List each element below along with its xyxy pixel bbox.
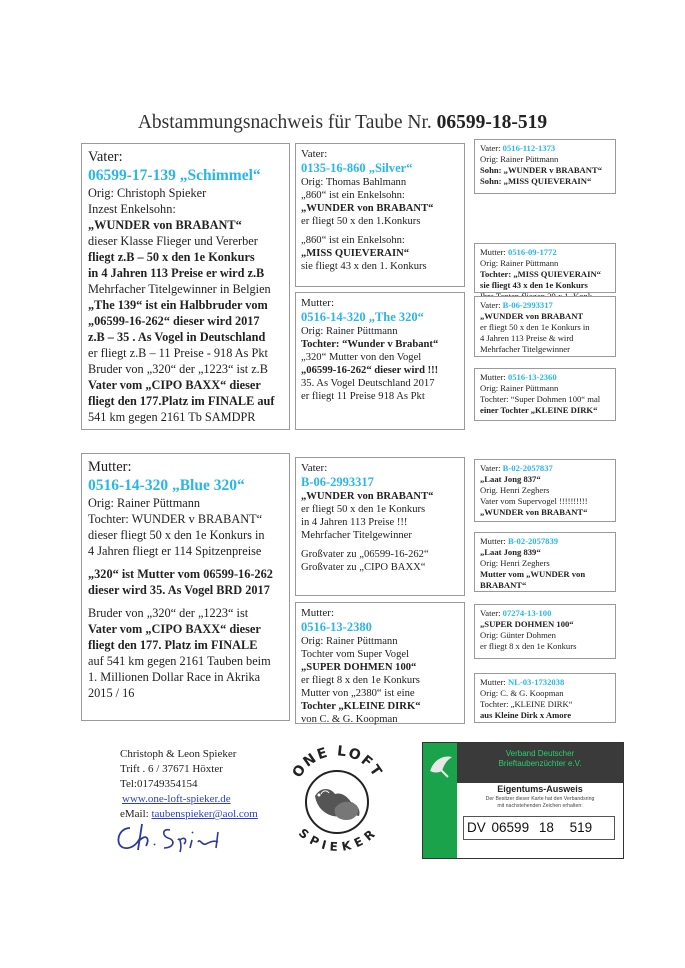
g4-header [480, 372, 610, 383]
g1-line: Sohn: „MISS QUIEVERAIN“ [480, 176, 592, 186]
mf-details [301, 490, 459, 574]
father-ring: 06599-17-139 „Schimmel“ [88, 167, 261, 184]
father-line: in 4 Jahren 113 Preise er wird z.B [88, 266, 265, 280]
mother-line: Orig: Rainer Püttmann [88, 496, 201, 510]
g4-line: einer Tochter „KLEINE DIRK“ [480, 405, 598, 415]
g1-ring: 0516-112-1373 [502, 143, 556, 153]
g3-header [480, 300, 610, 311]
ff-label: Vater: [301, 148, 328, 160]
father-line: dieser Klasse Flieger und Vererber [88, 234, 258, 248]
contact-email[interactable]: taubenspieker@aol.com [151, 808, 258, 820]
g1-box [474, 139, 616, 194]
father-line: Mehrfacher Titelgewinner in Belgien [88, 282, 271, 296]
father-details [88, 185, 283, 425]
mother-line: auf 541 km gegen 2161 Tauben beim [88, 653, 271, 668]
fm-line: 35. As Vogel Deutschland 2017 [301, 378, 435, 389]
g3-ring: B-06-2993317 [502, 300, 553, 310]
g5-line: „WUNDER von BRABANT“ [480, 507, 588, 517]
mf-ring: B-06-2993317 [301, 475, 374, 489]
g8-line: Orig: C. & G. Koopman [480, 688, 564, 698]
g7-line: er fliegt 8 x den 1e Konkurs [480, 641, 577, 651]
g2-line: Orig: Rainer Püttmann [480, 258, 559, 268]
g6-line: „Laat Jong 839“ [480, 547, 541, 557]
g6-label: Mutter: [480, 536, 508, 546]
svg-text:SPIEKER [296, 826, 379, 854]
g8-box [474, 673, 616, 723]
g3-line: 4 Jahren 113 Preise & wird [480, 333, 574, 343]
g1-line: Orig: Rainer Püttmann [480, 154, 559, 164]
card-ring-year: 18 [538, 820, 554, 835]
mother-label: Mutter: [88, 459, 132, 475]
father-line: „The 139“ ist ein Halbbruder vom [88, 298, 268, 312]
father-line: Inzest Enkelsohn: [88, 202, 176, 216]
g8-line: Tochter: „KLEINE DIRK“ [480, 699, 573, 709]
dove-emblem-icon [426, 751, 456, 781]
mother-line: fliegt den 177. Platz im FINALE [88, 637, 258, 652]
g5-ring: B-02-2057837 [502, 463, 553, 473]
card-fine-line2: mit nachstehenden Zeichen erhalten: [497, 803, 583, 809]
g3-line: „WUNDER von BRABANT [480, 311, 584, 321]
g6-line: Orig: Henri Zeghers [480, 558, 550, 568]
fm-line: Orig: Rainer Püttmann [301, 326, 398, 337]
g2-line: sie fliegt 43 x den 1e Konkurs [480, 280, 588, 290]
mm-line: Tochter „KLEINE DIRK“ [301, 701, 421, 712]
card-ring-field [463, 816, 615, 840]
ff-line: „860“ ist ein Enkelsohn: [301, 190, 405, 201]
mother-line: 4 Jahren fliegt er 114 Spitzenpreise [88, 544, 262, 558]
g5-line: Vater vom Supervogel !!!!!!!!!! [480, 496, 588, 506]
g8-line: aus Kleine Dirk x Amore [480, 710, 572, 720]
g6-ring: B-02-2057839 [507, 536, 559, 546]
mm-line: von C. & G. Koopman [301, 714, 398, 725]
title-prefix: Abstammungsnachweis für Taube Nr. [137, 112, 432, 133]
card-ring-number: 06599 [491, 820, 530, 835]
g6-header [480, 536, 610, 547]
g3-label: Vater: [480, 300, 503, 310]
ff-line: er fliegt 50 x den 1.Konkurs [301, 216, 421, 227]
mother-line: dieser fliegt 50 x den 1e Konkurs in [88, 528, 265, 542]
page-title [0, 112, 685, 134]
g7-line: „SUPER DOHMEN 100“ [480, 619, 574, 629]
ff-line: sie fliegt 43 x den 1. Konkurs [301, 260, 427, 272]
father-line: fliegt den 177.Platz im FINALE auf [88, 394, 275, 408]
g2-box [474, 243, 616, 293]
g7-label: Vater: [480, 608, 503, 618]
g8-label: Mutter: [480, 677, 508, 687]
title-number: 06599-18-519 [436, 112, 548, 133]
father-line: „WUNDER von BRABANT“ [88, 218, 242, 232]
g6-line: BRABANT“ [480, 580, 527, 590]
signature [110, 818, 240, 858]
g3-line: Mehrfacher Titelgewinner [480, 344, 570, 354]
contact-tel: Tel:01749354154 [120, 778, 198, 790]
ff-line: „WUNDER von BRABANT“ [301, 203, 434, 214]
fm-line: „06599-16-262“ dieser wird !!! [301, 365, 439, 376]
g1-line: Sohn: „WUNDER v BRABANT“ [480, 165, 603, 175]
fm-details [301, 325, 459, 403]
g5-box [474, 459, 616, 522]
father-line: fliegt z.B – 50 x den 1e Konkurs [88, 250, 255, 264]
svg-text:ONE LOFT [289, 743, 385, 781]
mm-line: Tochter vom Super Vogel [301, 649, 410, 660]
fm-line: er fliegt 11 Preise 918 As Pkt [301, 391, 425, 402]
g2-header [480, 247, 610, 258]
g6-box [474, 532, 616, 592]
mf-line: Mehrfacher Titelgewinner [301, 530, 412, 541]
father-label: Vater: [88, 149, 123, 165]
g1-label: Vater: [480, 143, 503, 153]
g4-line: Tochter: “Super Dohmen 100“ mal [480, 394, 601, 404]
mf-line: „WUNDER von BRABANT“ [301, 491, 434, 502]
mm-label: Mutter: [301, 607, 334, 619]
father-mother-box [295, 292, 465, 430]
g5-line: „Laat Jong 837“ [480, 474, 541, 484]
mother-line: „320“ ist Mutter vom 06599-16-262 [88, 566, 273, 581]
g4-box [474, 368, 616, 421]
mf-line: Großvater zu „CIPO BAXX“ [301, 561, 426, 573]
mother-line: Bruder von „320“ der „1223“ ist [88, 605, 249, 620]
g4-line: Orig: Rainer Püttmann [480, 383, 559, 393]
mother-line: 1. Millionen Dollar Race in Akrika [88, 669, 261, 684]
card-org-line2: Brieftaubenzüchter e.V. [498, 759, 582, 768]
contact-name: Christoph & Leon Spieker [120, 748, 237, 760]
father-line: Bruder von „320“ der „1223“ ist z.B [88, 362, 268, 376]
contact-block [120, 747, 258, 822]
g4-label: Mutter: [480, 372, 508, 382]
g5-header [480, 463, 610, 474]
mm-line: er fliegt 8 x den 1e Konkurs [301, 675, 420, 686]
father-line: 541 km gegen 2161 Tb SAMDPR [88, 410, 256, 424]
card-ring-prefix: DV [467, 820, 486, 835]
g2-ring: 0516-09-1772 [507, 247, 557, 257]
card-ring-tail: 519 [569, 820, 593, 835]
g3-line: er fliegt 50 x den 1e Konkurs in [480, 322, 590, 332]
father-line: Orig: Christoph Spieker [88, 186, 207, 200]
mother-line [88, 598, 283, 605]
g5-line: Orig. Henri Zeghers [480, 485, 550, 495]
fm-ring: 0516-14-320 „The 320“ [301, 310, 424, 324]
mother-ring: 0516-14-320 „Blue 320“ [88, 477, 245, 494]
g4-ring: 0516-13-2360 [507, 372, 557, 382]
g5-label: Vater: [480, 463, 503, 473]
g8-ring: NL-03-1732038 [507, 677, 565, 687]
father-box [81, 143, 290, 430]
ff-line: Orig: Thomas Bahlmann [301, 177, 407, 188]
g1-header [480, 143, 610, 154]
mother-line [88, 559, 283, 566]
mm-ring: 0516-13-2380 [301, 620, 372, 634]
ownership-card [422, 742, 624, 859]
father-line: z.B – 35 . As Vogel in Deutschland [88, 330, 266, 344]
g8-header [480, 677, 610, 688]
g2-line: Tochter: „MISS QUIEVERAIN“ [480, 269, 601, 279]
mf-line: in 4 Jahren 113 Preise !!! [301, 517, 408, 528]
mother-details [88, 495, 283, 701]
father-line: Vater vom „CIPO BAXX“ dieser [88, 378, 261, 392]
mother-mother-box [295, 602, 465, 724]
ff-line: „860“ ist ein Enkelsohn: [301, 234, 405, 246]
contact-email-label: eMail: [120, 808, 149, 820]
contact-street: Trift . 6 / 37671 Höxter [120, 763, 223, 775]
mother-line: Vater vom „CIPO BAXX“ dieser [88, 621, 261, 636]
g7-line: Orig: Günter Dohmen [480, 630, 556, 640]
mm-line: Orig: Rainer Püttmann [301, 636, 398, 647]
mf-label: Vater: [301, 462, 328, 474]
father-father-box [295, 143, 465, 287]
mf-line: Großvater zu „06599-16-262“ [301, 548, 429, 560]
fm-label: Mutter: [301, 297, 334, 309]
mm-line: Mutter von „2380“ ist eine [301, 688, 415, 699]
card-org-line1: Verband Deutscher [505, 749, 575, 758]
g3-box [474, 296, 616, 357]
ff-ring: 0135-16-860 „Silver“ [301, 161, 413, 175]
mother-line: Tochter: WUNDER v BRABANT“ [88, 512, 263, 526]
g6-line: Mutter vom „WUNDER von [480, 569, 586, 579]
card-heading: Eigentums-Ausweis [497, 784, 583, 794]
card-fine-line1: Der Besitzer dieser Karte hat den Verbandsring [485, 796, 595, 802]
mother-box [81, 453, 290, 721]
ff-line: „MISS QUIEVERAIN“ [301, 247, 410, 259]
mother-father-box [295, 457, 465, 596]
ff-details [301, 176, 459, 273]
g2-label: Mutter: [480, 247, 508, 257]
logo-top-text: ONE LOFT [289, 743, 386, 781]
logo-bottom-text: SPIEKER [295, 825, 379, 855]
father-line: er fliegt z.B – 11 Preise - 918 As Pkt [88, 346, 268, 360]
fm-line: Tochter: “Wunder v Brabant“ [301, 339, 439, 350]
mf-line: er fliegt 50 x den 1e Konkurs [301, 504, 426, 515]
g7-box [474, 604, 616, 659]
g7-ring: 07274-13-100 [502, 608, 552, 618]
mm-line: „SUPER DOHMEN 100“ [301, 662, 417, 673]
father-line: „06599-16-262“ dieser wird 2017 [88, 314, 260, 328]
fm-line: „320“ Mutter von den Vogel [301, 352, 422, 363]
mother-line: dieser wird 35. As Vogel BRD 2017 [88, 582, 270, 597]
one-loft-logo [285, 738, 390, 858]
contact-web[interactable]: www.one-loft-spieker.de [122, 793, 231, 805]
mm-details [301, 635, 459, 726]
mother-line: 2015 / 16 [88, 685, 135, 700]
g7-header [480, 608, 610, 619]
